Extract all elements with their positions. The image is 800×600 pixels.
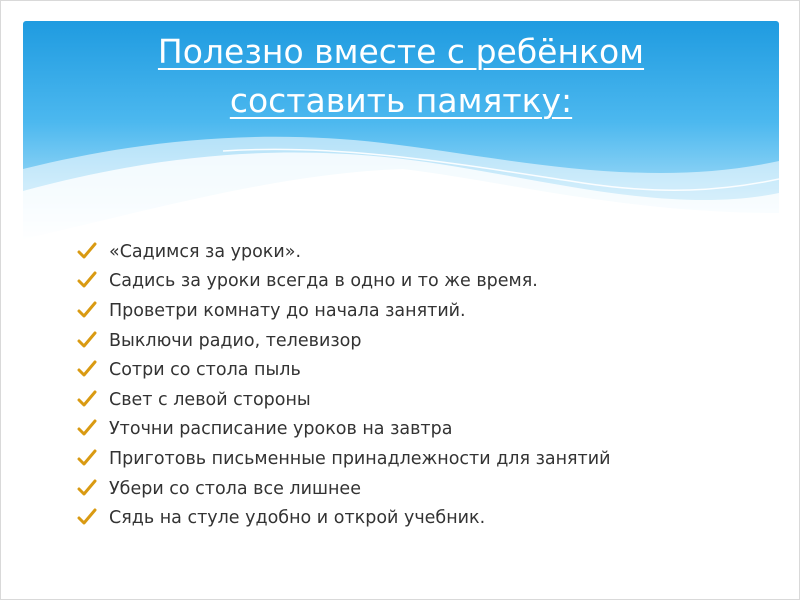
title-line-2: составить памятку: <box>229 81 573 120</box>
checkmark-icon <box>77 449 99 469</box>
list-item-text: Сядь на стуле удобно и открой учебник. <box>109 508 486 529</box>
checkmark-icon <box>77 242 99 262</box>
checkmark-icon <box>77 479 99 499</box>
checkmark-icon <box>77 419 99 439</box>
checkmark-icon <box>77 331 99 351</box>
list-item-text: Уточни расписание уроков на завтра <box>109 419 453 440</box>
checkmark-icon <box>77 390 99 410</box>
list-item <box>77 503 757 533</box>
list-item <box>77 237 757 267</box>
decorative-waves <box>23 121 779 251</box>
list-item <box>77 444 757 474</box>
slide-title <box>101 27 701 125</box>
list-item-text: Садись за уроки всегда в одно и то же время. <box>109 271 538 292</box>
list-item-text: «Садимся за уроки». <box>109 241 302 262</box>
list-item <box>77 474 757 504</box>
checkmark-icon <box>77 360 99 380</box>
checklist <box>77 237 757 533</box>
list-item <box>77 385 757 415</box>
list-item-text: Проветри комнату до начала занятий. <box>109 300 466 321</box>
list-item <box>77 355 757 385</box>
list-item-text: Выключи радио, телевизор <box>109 330 362 351</box>
list-item <box>77 415 757 445</box>
list-item <box>77 296 757 326</box>
list-item-text: Приготовь письменные принадлежности для занятий <box>109 448 611 469</box>
list-item <box>77 326 757 356</box>
list-item <box>77 267 757 297</box>
checkmark-icon <box>77 271 99 291</box>
checkmark-icon <box>77 508 99 528</box>
checkmark-icon <box>77 301 99 321</box>
list-item-text: Свет с левой стороны <box>109 389 311 410</box>
list-item-text: Сотри со стола пыль <box>109 360 301 381</box>
list-item-text: Убери со стола все лишнее <box>109 478 361 499</box>
title-line-1: Полезно вместе с ребёнком <box>157 32 645 71</box>
